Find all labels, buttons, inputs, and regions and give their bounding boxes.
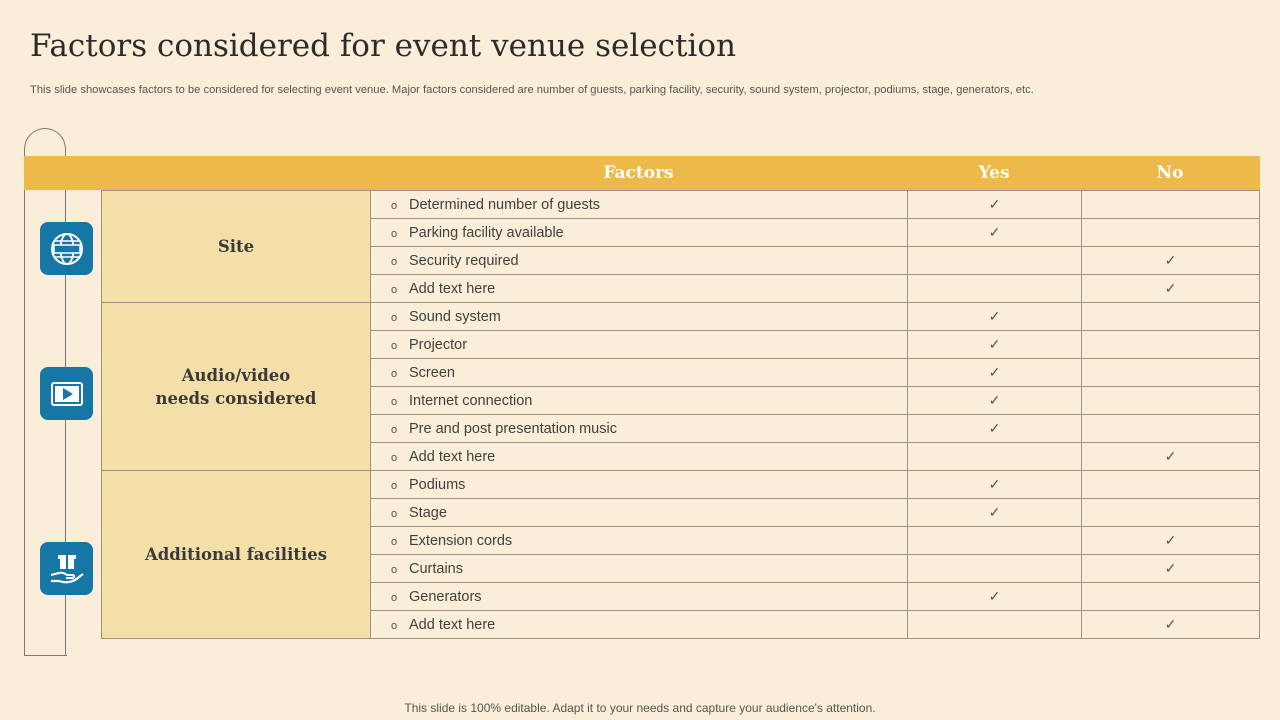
header-no: No: [1156, 163, 1184, 183]
bullet: o: [391, 367, 398, 380]
factor-label: Add text here: [409, 280, 496, 297]
no-cell: [1082, 359, 1260, 387]
yes-cell: ✓: [908, 583, 1082, 611]
yes-cell: [908, 247, 1082, 275]
factor-cell: [371, 443, 908, 471]
timeline-rail-base: [24, 655, 67, 656]
factor-cell: [371, 471, 908, 499]
yes-cell: [908, 611, 1082, 639]
header-factors: Factors: [603, 163, 674, 183]
bullet: o: [391, 283, 398, 296]
no-cell: ✓: [1082, 275, 1260, 303]
no-cell: [1082, 471, 1260, 499]
factor-label: Curtains: [409, 560, 463, 577]
footer-note: This slide is 100% editable. Adapt it to your needs and capture your audience's attention.: [404, 701, 876, 715]
bullet: o: [391, 535, 398, 548]
factor-cell: [371, 527, 908, 555]
yes-cell: ✓: [908, 303, 1082, 331]
factor-cell: [371, 219, 908, 247]
no-cell: [1082, 331, 1260, 359]
factor-cell: [371, 359, 908, 387]
page-title: Factors considered for event venue selection: [30, 28, 736, 64]
no-cell: [1082, 415, 1260, 443]
video-play-icon: [48, 375, 86, 413]
factor-label: Pre and post presentation music: [409, 420, 617, 437]
factors-table: [101, 190, 1260, 639]
bullet: o: [391, 423, 398, 436]
bullet: o: [391, 227, 398, 240]
no-cell: [1082, 583, 1260, 611]
bullet: o: [391, 199, 398, 212]
no-cell: ✓: [1082, 527, 1260, 555]
factor-label: Determined number of guests: [409, 196, 601, 213]
site-icon-box: [40, 222, 93, 275]
category-line: Audio/video: [181, 365, 291, 385]
factor-cell: [371, 275, 908, 303]
yes-cell: [908, 555, 1082, 583]
factor-label: Generators: [409, 588, 482, 605]
yes-cell: ✓: [908, 471, 1082, 499]
no-cell: [1082, 499, 1260, 527]
yes-cell: ✓: [908, 415, 1082, 443]
bullet: o: [391, 563, 398, 576]
factor-label: Projector: [409, 336, 468, 353]
factor-label: Internet connection: [409, 392, 533, 409]
bullet: o: [391, 591, 398, 604]
yes-cell: ✓: [908, 331, 1082, 359]
factor-cell: [371, 191, 908, 219]
factor-cell: [371, 583, 908, 611]
factor-cell: [371, 415, 908, 443]
factor-label: Add text here: [409, 448, 496, 465]
bullet: o: [391, 507, 398, 520]
globe-icon: [48, 230, 86, 268]
no-cell: [1082, 191, 1260, 219]
factor-label: Podiums: [409, 476, 466, 493]
factor-label: Stage: [409, 504, 447, 521]
factor-cell: [371, 247, 908, 275]
yes-cell: ✓: [908, 219, 1082, 247]
category-audio-video: [102, 303, 371, 471]
category-additional-facilities: Additional facilities: [102, 471, 371, 639]
factor-label: Add text here: [409, 616, 496, 633]
factor-cell: [371, 303, 908, 331]
factor-label: Parking facility available: [409, 224, 564, 241]
factor-cell: [371, 611, 908, 639]
hand-gift-icon: [47, 549, 87, 589]
yes-cell: [908, 527, 1082, 555]
factor-cell: [371, 387, 908, 415]
table-row: [102, 471, 1260, 499]
bullet: o: [391, 255, 398, 268]
page-subtitle: This slide showcases factors to be considered for selecting event venue. Major factors considered are number of guests, parking facility, security, sound system, projector, podiums, stage, generators, etc.: [30, 84, 1034, 96]
no-cell: [1082, 219, 1260, 247]
factor-label: Security required: [409, 252, 519, 269]
yes-cell: ✓: [908, 359, 1082, 387]
yes-cell: ✓: [908, 191, 1082, 219]
audio-video-icon-box: [40, 367, 93, 420]
bullet: o: [391, 311, 398, 324]
yes-cell: ✓: [908, 387, 1082, 415]
no-cell: ✓: [1082, 555, 1260, 583]
no-cell: ✓: [1082, 611, 1260, 639]
no-cell: ✓: [1082, 247, 1260, 275]
bullet: o: [391, 479, 398, 492]
table-row: [102, 191, 1260, 219]
bullet: o: [391, 395, 398, 408]
table-row: [102, 303, 1260, 331]
bullet: o: [391, 619, 398, 632]
bullet: o: [391, 339, 398, 352]
factor-label: Extension cords: [409, 532, 513, 549]
bullet: o: [391, 451, 398, 464]
no-cell: [1082, 303, 1260, 331]
yes-cell: ✓: [908, 499, 1082, 527]
no-cell: [1082, 387, 1260, 415]
factor-label: Screen: [409, 364, 455, 381]
category-site: Site: [102, 191, 371, 303]
factor-cell: [371, 499, 908, 527]
yes-cell: [908, 443, 1082, 471]
no-cell: ✓: [1082, 443, 1260, 471]
header-yes: Yes: [978, 163, 1010, 183]
factor-cell: [371, 555, 908, 583]
yes-cell: [908, 275, 1082, 303]
factor-label: Sound system: [409, 308, 501, 325]
facilities-icon-box: [40, 542, 93, 595]
factor-cell: [371, 331, 908, 359]
category-line: needs considered: [155, 388, 317, 408]
